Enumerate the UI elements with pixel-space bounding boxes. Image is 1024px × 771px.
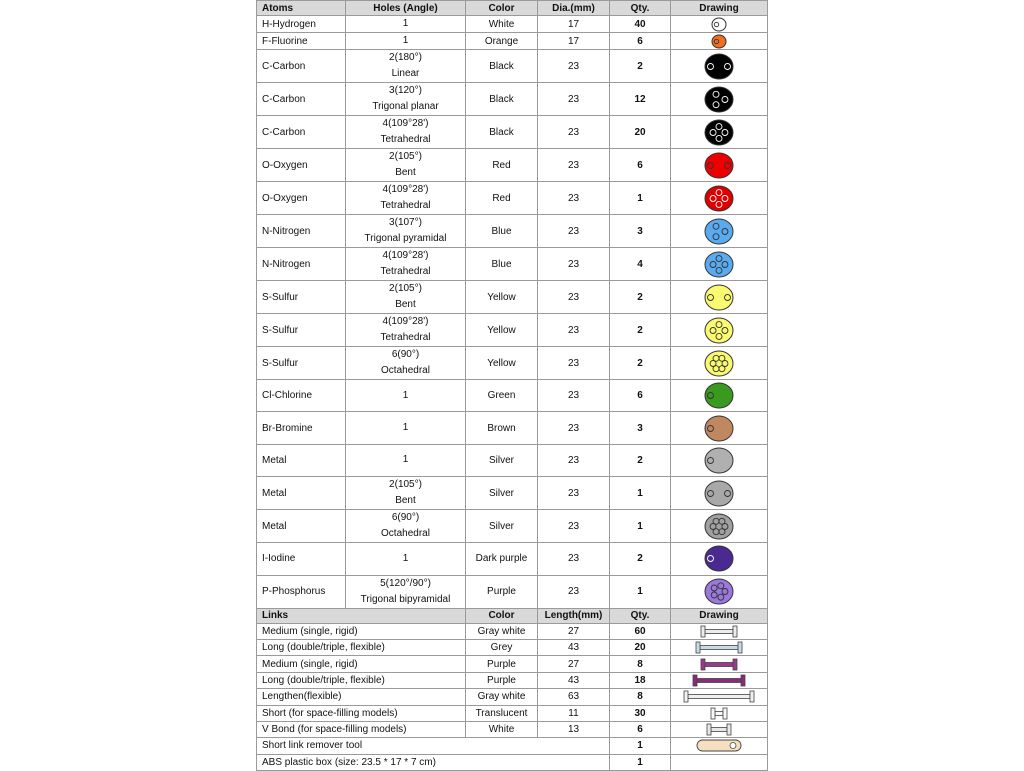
- link-name: Medium (single, rigid): [257, 623, 466, 639]
- table-row: [257, 33, 768, 50]
- table-row: [257, 412, 768, 444]
- atoms-header-atoms: Atoms: [257, 1, 346, 16]
- parts-table: [256, 0, 768, 771]
- atom-hole-count: 3(120°): [389, 85, 422, 96]
- atom-geometry: Trigonal bipyramidal: [360, 593, 451, 605]
- v-bond-icon: [679, 723, 759, 736]
- link-color: White: [466, 721, 538, 737]
- atoms-header-dia: Dia.(mm): [538, 1, 610, 16]
- atom-holes: [346, 510, 466, 543]
- table-row: [257, 314, 768, 347]
- links-header-drawing: Drawing: [671, 608, 768, 623]
- table-row: [257, 639, 768, 655]
- atom-holes: [346, 477, 466, 510]
- link-color: Gray white: [466, 689, 538, 705]
- atom-quantity: 6: [610, 380, 671, 412]
- table-row: [257, 575, 768, 608]
- atom-drawing: [671, 412, 768, 444]
- link-quantity: 20: [610, 639, 671, 655]
- atom-name: Metal: [257, 444, 346, 476]
- atom-color: Dark purple: [466, 543, 538, 575]
- atom-color: Black: [466, 116, 538, 149]
- link-name: Long (double/triple, flexible): [257, 639, 466, 655]
- atom-name: C-Carbon: [257, 50, 346, 83]
- atom-hole-count: 1: [402, 422, 409, 434]
- atom-drawing: [671, 380, 768, 412]
- links-header-length: Length(mm): [538, 608, 610, 623]
- long-flexible-grey-link-icon: [679, 641, 759, 654]
- atom-hole-count: 2(105°): [389, 283, 422, 294]
- long-flexible-purple-link-icon: [679, 674, 759, 687]
- atom-quantity: 1: [610, 510, 671, 543]
- atom-color: Blue: [466, 215, 538, 248]
- atom-diameter: 23: [538, 412, 610, 444]
- table-row: [257, 656, 768, 672]
- atom-drawing: [671, 33, 768, 50]
- atom-name: N-Nitrogen: [257, 215, 346, 248]
- table-row: [257, 16, 768, 33]
- table-row: [257, 754, 768, 770]
- atom-diameter: 23: [538, 575, 610, 608]
- table-row: [257, 444, 768, 476]
- link-name: V Bond (for space-filling models): [257, 721, 466, 737]
- atom-holes: [346, 116, 466, 149]
- atom-diameter: 23: [538, 116, 610, 149]
- link-length: 11: [538, 705, 610, 721]
- atom-diameter: 23: [538, 510, 610, 543]
- atom-quantity: 2: [610, 281, 671, 314]
- carbon-tetrahedral-atom-icon: [702, 119, 736, 146]
- atom-geometry: Tetrahedral: [380, 266, 431, 277]
- table-row: [257, 477, 768, 510]
- link-quantity: 8: [610, 656, 671, 672]
- link-name: Short (for space-filling models): [257, 705, 466, 721]
- atom-geometry: Bent: [395, 495, 416, 507]
- link-length: 43: [538, 639, 610, 655]
- table-row: [257, 721, 768, 737]
- atom-diameter: 23: [538, 477, 610, 510]
- sulfur-octahedral-atom-icon: [702, 350, 736, 377]
- atom-name: S-Sulfur: [257, 347, 346, 380]
- table-row: [257, 83, 768, 116]
- hydrogen-atom-icon: [709, 17, 729, 32]
- extra-item-drawing: [671, 738, 768, 754]
- table-row: [257, 116, 768, 149]
- atom-quantity: 6: [610, 33, 671, 50]
- nitrogen-pyramidal-atom-icon: [702, 218, 736, 245]
- atom-holes: [346, 444, 466, 476]
- links-header-color: Color: [466, 608, 538, 623]
- atom-quantity: 4: [610, 248, 671, 281]
- atom-color: Silver: [466, 510, 538, 543]
- atom-holes: [346, 281, 466, 314]
- atom-name: C-Carbon: [257, 83, 346, 116]
- link-quantity: 6: [610, 721, 671, 737]
- atom-geometry: Tetrahedral: [380, 332, 431, 343]
- atom-quantity: 12: [610, 83, 671, 116]
- atom-diameter: 17: [538, 33, 610, 50]
- link-color: Gray white: [466, 623, 538, 639]
- atom-diameter: 23: [538, 149, 610, 182]
- link-quantity: 30: [610, 705, 671, 721]
- atom-quantity: 2: [610, 314, 671, 347]
- atom-drawing: [671, 543, 768, 575]
- atom-drawing: [671, 347, 768, 380]
- atom-color: Silver: [466, 444, 538, 476]
- atom-drawing: [671, 16, 768, 33]
- atom-diameter: 23: [538, 444, 610, 476]
- atom-geometry: Linear: [391, 68, 420, 79]
- extra-item-quantity: 1: [610, 754, 671, 770]
- atom-color: Black: [466, 50, 538, 83]
- link-name: Medium (single, rigid): [257, 656, 466, 672]
- table-row: [257, 248, 768, 281]
- atom-holes: [346, 215, 466, 248]
- atom-drawing: [671, 575, 768, 608]
- link-color: Purple: [466, 672, 538, 688]
- atom-diameter: 23: [538, 215, 610, 248]
- atom-geometry: Trigonal pyramidal: [364, 233, 447, 244]
- atom-quantity: 1: [610, 575, 671, 608]
- atom-name: Cl-Chlorine: [257, 380, 346, 412]
- link-color: Translucent: [466, 705, 538, 721]
- atom-quantity: 20: [610, 116, 671, 149]
- atom-drawing: [671, 281, 768, 314]
- table-row: [257, 738, 768, 754]
- atom-drawing: [671, 215, 768, 248]
- atom-drawing: [671, 116, 768, 149]
- atoms-header-row: [257, 1, 768, 16]
- atom-hole-count: 2(105°): [389, 151, 422, 162]
- atom-hole-count: 1: [402, 35, 409, 46]
- link-length: 43: [538, 672, 610, 688]
- atom-name: S-Sulfur: [257, 314, 346, 347]
- sulfur-tetrahedral-atom-icon: [702, 317, 736, 344]
- metal-bent-atom-icon: [702, 480, 736, 507]
- table-row: [257, 281, 768, 314]
- atom-hole-count: 4(109°28'): [382, 184, 429, 195]
- atom-color: Blue: [466, 248, 538, 281]
- atom-holes: [346, 16, 466, 33]
- extra-item-quantity: 1: [610, 738, 671, 754]
- atom-name: Br-Bromine: [257, 412, 346, 444]
- atom-holes: [346, 83, 466, 116]
- link-length: 27: [538, 656, 610, 672]
- atom-geometry: Trigonal planar: [372, 101, 439, 112]
- link-drawing: [671, 639, 768, 655]
- link-color: Purple: [466, 656, 538, 672]
- carbon-linear-atom-icon: [702, 53, 736, 80]
- link-length: 63: [538, 689, 610, 705]
- atoms-header-holes: Holes (Angle): [346, 1, 466, 16]
- atom-diameter: 23: [538, 281, 610, 314]
- table-row: [257, 510, 768, 543]
- atoms-header-color: Color: [466, 1, 538, 16]
- atom-drawing: [671, 510, 768, 543]
- extra-item-name: ABS plastic box (size: 23.5 * 17 * 7 cm): [257, 754, 610, 770]
- atom-color: Red: [466, 182, 538, 215]
- atom-drawing: [671, 248, 768, 281]
- atom-quantity: 1: [610, 182, 671, 215]
- atom-quantity: 2: [610, 543, 671, 575]
- atom-color: Brown: [466, 412, 538, 444]
- lengthen-link-icon: [679, 690, 759, 703]
- atom-diameter: 23: [538, 248, 610, 281]
- atom-color: Orange: [466, 33, 538, 50]
- atom-diameter: 23: [538, 543, 610, 575]
- atom-holes: [346, 182, 466, 215]
- atom-holes: [346, 149, 466, 182]
- atom-name: Metal: [257, 510, 346, 543]
- atom-geometry: Octahedral: [381, 365, 430, 376]
- atom-geometry: Bent: [395, 299, 416, 310]
- atom-drawing: [671, 50, 768, 83]
- parts-list-sheet: [256, 0, 767, 771]
- atom-quantity: 6: [610, 149, 671, 182]
- link-drawing: [671, 672, 768, 688]
- link-name: Lengthen(flexible): [257, 689, 466, 705]
- extra-item-drawing: [671, 754, 768, 770]
- atom-drawing: [671, 182, 768, 215]
- table-row: [257, 543, 768, 575]
- table-row: [257, 623, 768, 639]
- link-color: Grey: [466, 639, 538, 655]
- atom-name: F-Fluorine: [257, 33, 346, 50]
- atom-quantity: 40: [610, 16, 671, 33]
- atom-diameter: 23: [538, 314, 610, 347]
- atom-geometry: Bent: [395, 167, 416, 178]
- atom-hole-count: 4(109°28'): [382, 250, 429, 261]
- link-length: 27: [538, 623, 610, 639]
- atoms-header-drawing: Drawing: [671, 1, 768, 16]
- table-row: [257, 182, 768, 215]
- atom-diameter: 23: [538, 347, 610, 380]
- atom-hole-count: 4(109°28'): [382, 118, 429, 129]
- atom-geometry: Tetrahedral: [380, 200, 431, 211]
- atom-quantity: 1: [610, 477, 671, 510]
- table-row: [257, 149, 768, 182]
- oxygen-bent-atom-icon: [702, 152, 736, 179]
- link-name: Long (double/triple, flexible): [257, 672, 466, 688]
- atom-hole-count: 5(120°/90°): [380, 577, 431, 589]
- table-row: [257, 705, 768, 721]
- atom-name: O-Oxygen: [257, 149, 346, 182]
- metal-octahedral-atom-icon: [702, 513, 736, 540]
- atom-name: S-Sulfur: [257, 281, 346, 314]
- iodine-atom-icon: [702, 545, 736, 572]
- nitrogen-tetrahedral-atom-icon: [702, 251, 736, 278]
- metal-single-atom-icon: [702, 447, 736, 474]
- atom-holes: [346, 314, 466, 347]
- atom-color: Green: [466, 380, 538, 412]
- atom-hole-count: 2(180°): [389, 52, 422, 63]
- atom-quantity: 2: [610, 347, 671, 380]
- link-length: 13: [538, 721, 610, 737]
- extra-item-name: Short link remover tool: [257, 738, 610, 754]
- medium-rigid-purple-link-icon: [679, 658, 759, 671]
- atom-hole-count: 1: [402, 454, 409, 466]
- link-drawing: [671, 689, 768, 705]
- atom-diameter: 23: [538, 50, 610, 83]
- links-header-links: Links: [257, 608, 466, 623]
- atom-color: Yellow: [466, 347, 538, 380]
- atom-name: N-Nitrogen: [257, 248, 346, 281]
- atom-hole-count: 1: [402, 389, 409, 401]
- atom-holes: [346, 50, 466, 83]
- table-row: [257, 672, 768, 688]
- fluorine-atom-icon: [709, 34, 729, 49]
- atom-diameter: 23: [538, 380, 610, 412]
- atom-hole-count: 4(109°28'): [382, 316, 429, 327]
- atom-holes: [346, 33, 466, 50]
- atom-color: Red: [466, 149, 538, 182]
- atom-name: I-Iodine: [257, 543, 346, 575]
- atom-name: P-Phosphorus: [257, 575, 346, 608]
- remover-tool-icon: [695, 739, 743, 752]
- oxygen-tetrahedral-atom-icon: [702, 185, 736, 212]
- atom-quantity: 3: [610, 412, 671, 444]
- atom-name: H-Hydrogen: [257, 16, 346, 33]
- link-quantity: 18: [610, 672, 671, 688]
- phosphorus-atom-icon: [702, 578, 736, 605]
- chlorine-atom-icon: [702, 382, 736, 409]
- link-drawing: [671, 721, 768, 737]
- atom-drawing: [671, 83, 768, 116]
- atom-color: Silver: [466, 477, 538, 510]
- bromine-atom-icon: [702, 415, 736, 442]
- atom-drawing: [671, 149, 768, 182]
- table-row: [257, 380, 768, 412]
- link-drawing: [671, 705, 768, 721]
- link-quantity: 60: [610, 623, 671, 639]
- link-drawing: [671, 656, 768, 672]
- atoms-header-qty: Qty.: [610, 1, 671, 16]
- atom-color: Yellow: [466, 314, 538, 347]
- table-row: [257, 689, 768, 705]
- link-quantity: 8: [610, 689, 671, 705]
- table-row: [257, 50, 768, 83]
- atom-color: White: [466, 16, 538, 33]
- table-row: [257, 215, 768, 248]
- atom-holes: [346, 412, 466, 444]
- atom-hole-count: 6(90°): [391, 349, 420, 360]
- atom-diameter: 23: [538, 83, 610, 116]
- atom-color: Black: [466, 83, 538, 116]
- links-header-qty: Qty.: [610, 608, 671, 623]
- atom-color: Yellow: [466, 281, 538, 314]
- atom-drawing: [671, 314, 768, 347]
- atom-drawing: [671, 444, 768, 476]
- table-row: [257, 347, 768, 380]
- medium-rigid-link-icon: [679, 625, 759, 638]
- atom-name: O-Oxygen: [257, 182, 346, 215]
- atom-color: Purple: [466, 575, 538, 608]
- atom-drawing: [671, 477, 768, 510]
- carbon-trigonal-atom-icon: [702, 86, 736, 113]
- atom-holes: [346, 575, 466, 608]
- atom-name: C-Carbon: [257, 116, 346, 149]
- atom-quantity: 2: [610, 444, 671, 476]
- atom-hole-count: 3(107°): [389, 217, 422, 228]
- short-link-icon: [679, 707, 759, 720]
- atom-diameter: 23: [538, 182, 610, 215]
- links-header-row: [257, 608, 768, 623]
- atom-geometry: Octahedral: [381, 528, 430, 540]
- atom-geometry: Tetrahedral: [380, 134, 431, 145]
- sulfur-bent-atom-icon: [702, 284, 736, 311]
- atom-holes: [346, 380, 466, 412]
- atom-quantity: 3: [610, 215, 671, 248]
- atom-diameter: 17: [538, 16, 610, 33]
- atom-quantity: 2: [610, 50, 671, 83]
- atom-holes: [346, 248, 466, 281]
- atom-name: Metal: [257, 477, 346, 510]
- atom-hole-count: 1: [402, 18, 409, 29]
- atom-holes: [346, 347, 466, 380]
- atom-hole-count: 2(105°): [389, 479, 422, 491]
- link-drawing: [671, 623, 768, 639]
- atom-hole-count: 6(90°): [391, 512, 420, 524]
- atom-holes: [346, 543, 466, 575]
- atom-hole-count: 1: [402, 552, 409, 564]
